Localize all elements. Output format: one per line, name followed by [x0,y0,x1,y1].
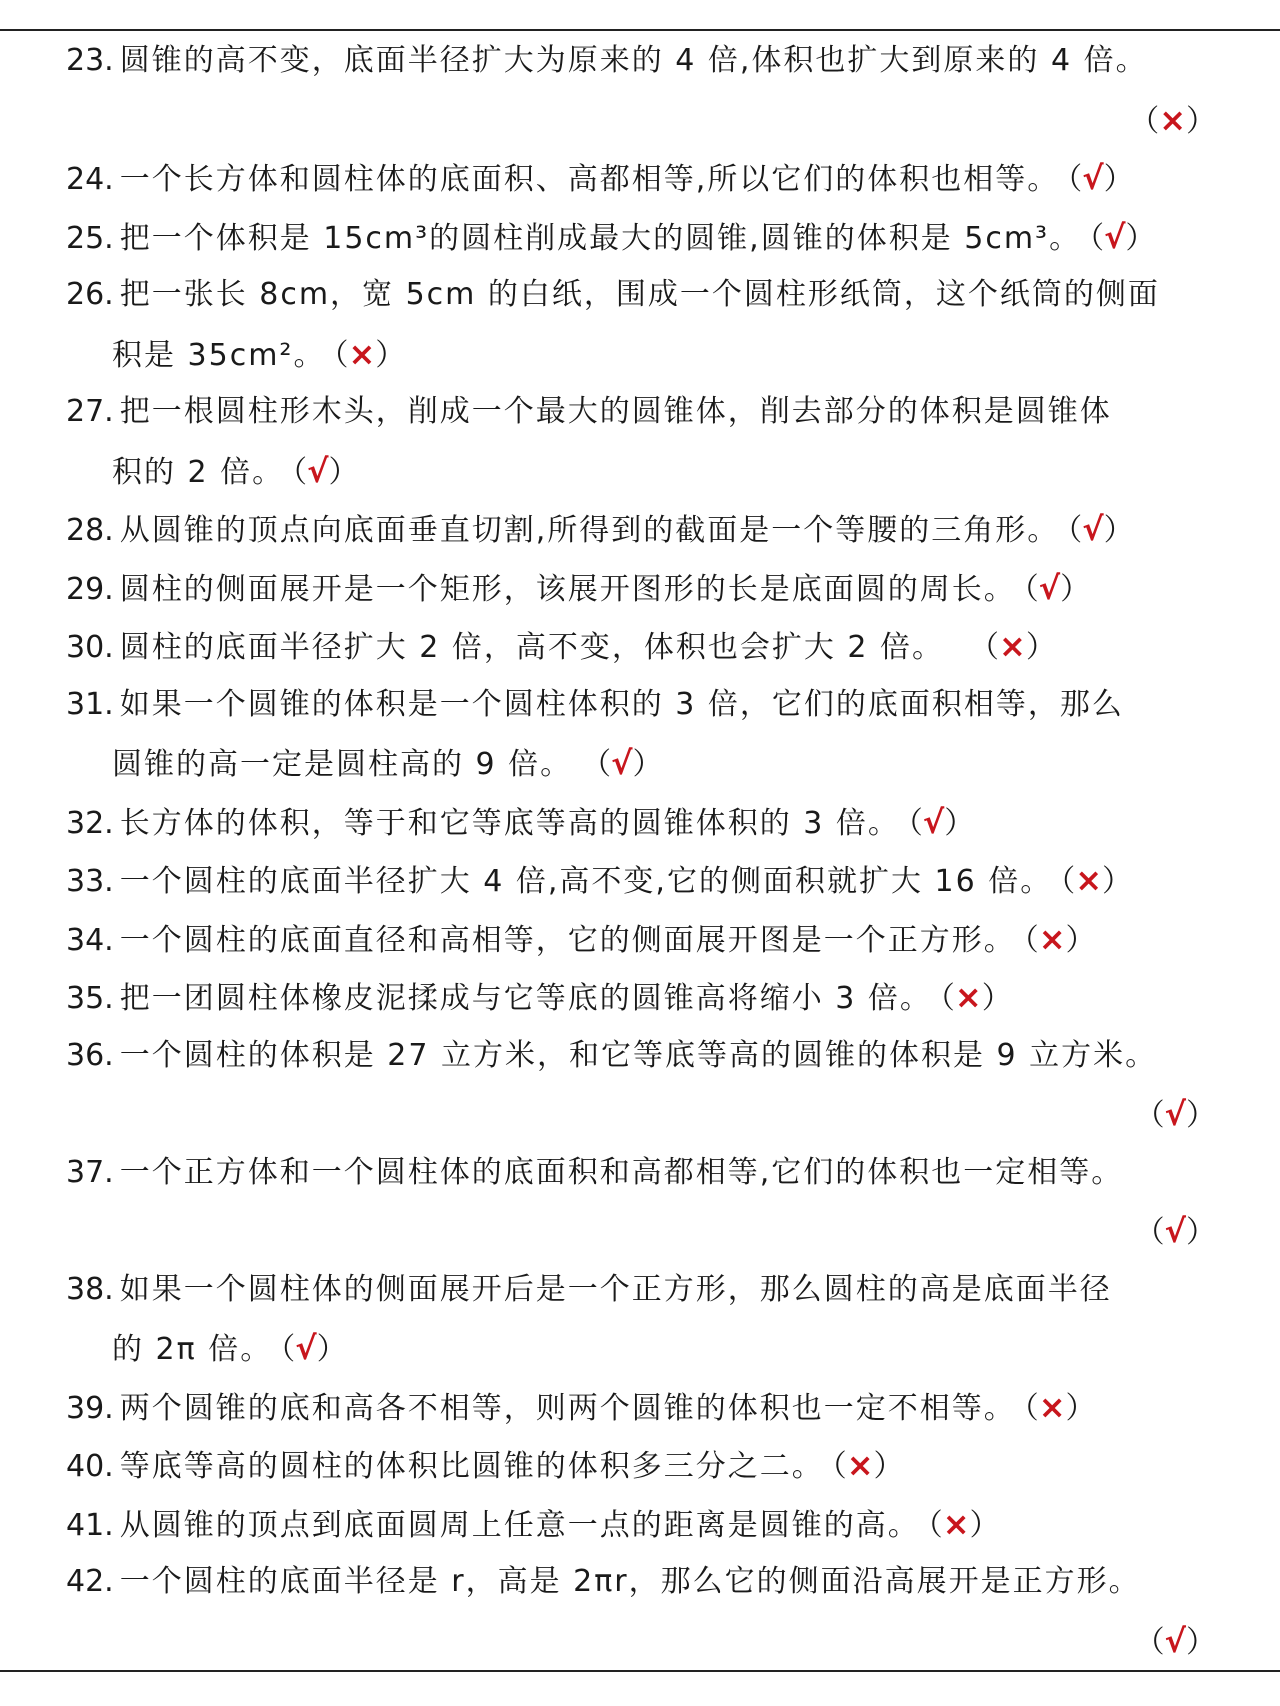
item-text: 把一根圆柱形木头，削成一个最大的圆锥体，削去部分的体积是圆锥体 [119,394,1112,429]
answer: （×） [1023,919,1096,958]
item-27-line [66,383,1216,442]
item-number: 39. [66,1390,114,1426]
item-text: 从圆锥的顶点到底面圆周上任意一点的距离是圆锥的高。 [119,1507,920,1543]
item-29-line [66,559,1216,618]
item-number: 25. [66,220,114,256]
item-text-cont: 圆锥的高一定是圆柱高的 9 倍。 [112,747,573,782]
item-26-line-2 [66,325,1216,384]
cross-mark: × [348,334,376,373]
answer: （√） [1134,1212,1216,1250]
answer: （√） [280,1329,347,1367]
item-text: 圆锥的高不变，底面半径扩大为原来的 4 倍,体积也扩大到原来的 4 倍。 [119,43,1148,78]
cross-mark: × [942,1504,970,1543]
item-number: 38. [66,1271,114,1307]
answer: （√） [1134,1095,1216,1133]
item-25-line [66,208,1216,267]
cross-mark: × [954,978,982,1016]
item-39-line [66,1378,1216,1437]
item-number: 27. [66,394,114,429]
item-text-cont: 的 2π 倍。 [112,1332,273,1367]
item-text-cont: 积的 2 倍。 [112,454,285,490]
answer: （√） [1067,159,1134,197]
item-36-answer-line [66,1085,1216,1144]
answer: （√） [1023,568,1091,607]
answer: （×） [831,1446,904,1484]
check-mark: √ [1164,1095,1186,1133]
item-41-line [66,1495,1216,1554]
cross-mark: × [1075,861,1103,899]
item-28-line [66,500,1216,559]
item-37-line [66,1144,1216,1203]
item-text: 长方体的体积，等于和它等底等高的圆锥体积的 3 倍。 [119,805,900,841]
item-42-answer-line [66,1612,1216,1671]
check-mark: √ [1038,568,1061,607]
check-mark: √ [1104,217,1126,256]
item-23-answer-line [66,91,1216,150]
item-number: 30. [66,630,114,665]
item-number: 26. [66,277,114,312]
item-36-line [66,1027,1216,1086]
top-rule [0,29,1280,31]
item-38-line-2 [66,1319,1216,1378]
answer: （√） [1089,217,1156,256]
bottom-rule [0,1670,1280,1672]
item-number: 23. [66,43,114,78]
cross-mark: × [1159,100,1186,139]
item-text-cont: 积是 35cm²。 [112,337,326,373]
answer: （×） [1023,1387,1096,1426]
cross-mark: × [846,1446,874,1484]
item-number: 42. [66,1564,114,1599]
item-number: 40. [66,1449,114,1484]
item-text: 把一个体积是 15cm³的圆柱削成最大的圆锥,圆锥的体积是 5cm³。 [119,220,1082,256]
item-27-line-2 [66,442,1216,501]
item-text: 一个圆柱的底面半径是 r，高是 2πr，那么它的侧面沿高展开是正方形。 [119,1564,1141,1599]
item-26-line [66,266,1216,325]
answer: （×） [1060,861,1133,899]
cross-mark: × [1038,919,1066,958]
item-text: 两个圆锥的底和高各不相等，则两个圆锥的体积也一定不相等。 [119,1390,1016,1426]
check-mark: √ [611,744,633,782]
answer: （×） [1129,100,1216,139]
answer: （×） [984,627,1056,665]
answer: （×） [333,334,406,373]
check-mark: √ [1164,1621,1186,1660]
answer: （√） [1067,510,1134,548]
item-number: 37. [66,1154,114,1190]
item-text: 一个长方体和圆柱体的底面积、高都相等,所以它们的体积也相等。 [119,162,1060,197]
answer: （×） [939,978,1012,1016]
cross-mark: × [1038,1387,1066,1426]
item-30-line [66,617,1216,676]
check-mark: √ [307,451,329,490]
check-mark: √ [1082,510,1104,548]
item-number: 32. [66,805,114,841]
answer: （√） [1134,1621,1216,1660]
item-23-line [66,32,1216,91]
item-38-line [66,1261,1216,1320]
check-mark: √ [295,1329,317,1367]
item-text: 把一团圆柱体橡皮泥揉成与它等底的圆锥高将缩小 3 倍。 [119,981,932,1016]
item-text: 如果一个圆柱体的侧面展开后是一个正方形，那么圆柱的高是底面半径 [119,1271,1112,1307]
item-text: 一个圆柱的底面半径扩大 4 倍,高不变,它的侧面积就扩大 16 倍。 [119,864,1053,899]
item-text: 一个正方体和一个圆柱体的底面积和高都相等,它们的体积也一定相等。 [119,1154,1124,1190]
item-text: 一个圆柱的体积是 27 立方米，和它等底等高的圆锥的体积是 9 立方米。 [119,1037,1158,1073]
item-text: 把一张长 8cm，宽 5cm 的白纸，围成一个圆柱形纸筒，这个纸筒的侧面 [119,277,1160,312]
answer: （√） [596,744,663,782]
item-text: 圆柱的底面半径扩大 2 倍，高不变，体积也会扩大 2 倍。 [119,630,945,665]
item-33-line [66,851,1216,910]
item-34-line [66,910,1216,969]
item-42-line [66,1553,1216,1612]
item-number: 35. [66,981,114,1016]
item-number: 33. [66,864,114,899]
item-24-line [66,149,1216,208]
check-mark: √ [1164,1212,1186,1250]
item-31-line [66,676,1216,735]
item-number: 34. [66,922,114,958]
answer: （×） [927,1504,1000,1543]
item-37-answer-line [66,1202,1216,1261]
item-text: 等底等高的圆柱的体积比圆锥的体积多三分之二。 [119,1449,824,1484]
check-mark: √ [922,802,945,841]
item-text: 如果一个圆锥的体积是一个圆柱体积的 3 倍，它们的底面积相等，那么 [119,686,1124,722]
item-number: 36. [66,1037,114,1073]
question-sheet [66,32,1216,1670]
answer: （√） [907,802,975,841]
item-32-line [66,793,1216,852]
item-40-line [66,1436,1216,1495]
answer: （√） [292,451,359,490]
item-number: 28. [66,513,114,548]
item-text: 从圆锥的顶点向底面垂直切割,所得到的截面是一个等腰的三角形。 [119,513,1060,548]
item-number: 29. [66,571,114,607]
check-mark: √ [1082,159,1104,197]
item-35-line [66,968,1216,1027]
cross-mark: × [999,627,1026,665]
item-text: 圆柱的侧面展开是一个矩形，该展开图形的长是底面圆的周长。 [119,571,1016,607]
item-number: 41. [66,1507,114,1543]
item-31-line-2 [66,734,1216,793]
item-number: 24. [66,162,114,197]
item-number: 31. [66,686,114,722]
item-text: 一个圆柱的底面直径和高相等，它的侧面展开图是一个正方形。 [119,922,1016,958]
